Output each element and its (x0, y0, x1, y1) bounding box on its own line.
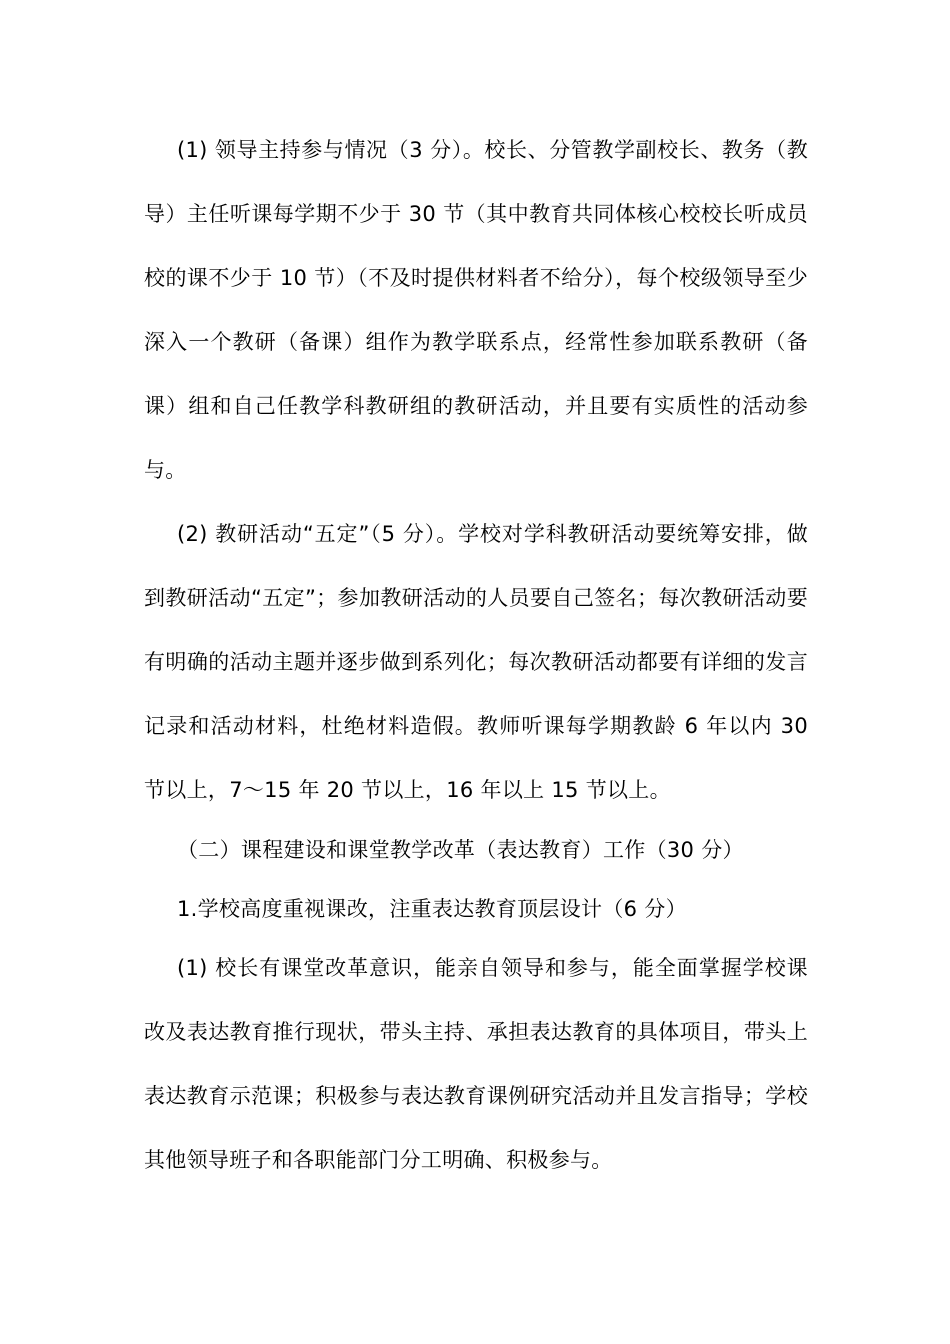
paragraph-principal-reform (144, 936, 808, 1192)
paragraph-leadership (144, 118, 808, 502)
paragraph-text: (2) 教研活动“五定”（5 分）。学校对学科教研活动要统筹安排，做到教研活动“五定”；参加教研活动的人员要自己签名；每次教研活动要有明确的活动主题并逐步做到系列化；每次教研活动都要有详细的发言记录和活动材料，杜绝材料造假。教师听课每学期教龄 6 年以内 30 节以上，7～15 年 20 节以上，16 年以上 15 节以上。 (144, 522, 808, 802)
paragraph-research-activities (144, 502, 808, 822)
section-heading-block (144, 820, 808, 880)
section-heading: （二）课程建设和课堂教学改革（表达教育）工作（30 分） (177, 838, 744, 862)
paragraph-text: (1) 校长有课堂改革意识，能亲自领导和参与，能全面掌握学校课改及表达教育推行现状，带头主持、承担表达教育的具体项目，带头上表达教育示范课；积极参与表达教育课例研究活动并且发言指导；学校其他领导班子和各职能部门分工明确、积极参与。 (144, 956, 808, 1172)
paragraph-text: (1) 领导主持参与情况（3 分）。校长、分管教学副校长、教务（教导）主任听课每学期不少于 30 节（其中教育共同体核心校校长听成员校的课不少于 10 节）（不及时提供材料者不给分），每个校级领导至少深入一个教研（备课）组作为教学联系点，经常性参加联系教研（备课）组和自己任教学科教研组的教研活动，并且要有实质性的活动参与。 (144, 138, 808, 482)
subsection-heading-block (144, 879, 808, 939)
subsection-heading: 1.学校高度重视课改，注重表达教育顶层设计（6 分） (177, 897, 687, 921)
